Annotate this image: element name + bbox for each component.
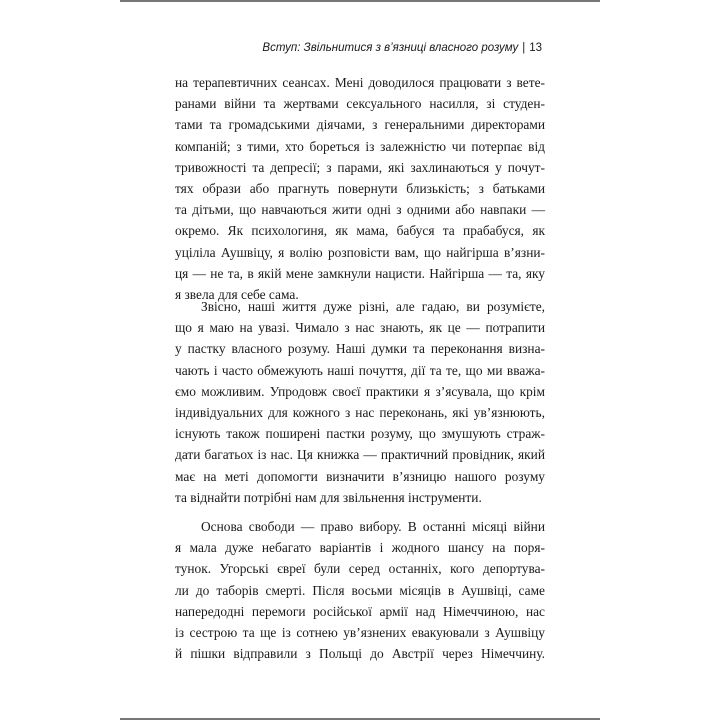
paragraph-2 <box>175 296 545 508</box>
running-head-title: Вступ: Звільнитися з в’язниці власного розуму <box>262 42 519 54</box>
text-line: тунок. Угорські євреї були серед останніх, кого депортува- <box>175 561 545 577</box>
page-number: 13 <box>529 42 542 54</box>
text-line: тях образи або прагнуть повернути близькість; з батьками <box>175 181 545 197</box>
paragraph-3 <box>175 516 545 664</box>
text-line: я мала дуже небагато варіантів і жодного шансу на поря- <box>175 540 545 556</box>
text-line: напередодні перемоги російської армії над Німеччиною, нас <box>175 603 545 619</box>
text-line: я звела для себе сама. <box>175 287 299 303</box>
text-line: Звісно, наші життя дуже різні, але гадаю, ви розумієте, <box>201 299 545 314</box>
text-line: ця — не та, в якій мене замкнули нацисти. Найгірша — та, яку <box>175 265 545 281</box>
running-head-separator: | <box>522 42 526 54</box>
text-line: компаній; з тими, хто бореться із залежністю чи потерпає від <box>175 138 545 154</box>
text-line: Основа свободи — право вибору. В останні місяці війни <box>201 519 545 534</box>
top-edge-line <box>120 0 600 2</box>
text-line: дати багатьох із нас. Ця книжка — практичний провідник, який <box>175 447 545 463</box>
text-line: та дітьми, що навчаються жити одні з одними або навпаки — <box>175 202 545 218</box>
text-line: ємо можливим. Упродовж своєї практики я з’ясувала, що крім <box>175 383 545 399</box>
text-line: що я маю на увазі. Чимало з нас знають, як це — потрапити <box>175 320 545 336</box>
text-line: у пастку власного розуму. Наші думки та переконання визна- <box>175 341 545 357</box>
text-line: має на меті допомогти визначити в’язницю нашого розуму <box>175 468 545 484</box>
text-line: тривожності та депресії; з парами, які захлинаються у почут- <box>175 159 545 175</box>
paragraph-1 <box>175 72 545 305</box>
text-line: ли до таборів смерті. Після восьми місяців в Аушвіці, саме <box>175 582 545 598</box>
text-line: ранами війни та жертвами сексуального насилля, зі студен- <box>175 96 545 112</box>
text-line: окремо. Як психологиня, як мама, бабуся та прабабуся, як <box>175 223 545 239</box>
text-line: та віднайти потрібні нам для звільнення інструменти. <box>175 489 482 505</box>
text-line: із сестрою та ще із сотнею ув’язнених евакуювали з Аушвіцу <box>175 625 545 641</box>
text-line: й пішки відправили з Польщі до Австрії через Німеччину. <box>175 646 545 662</box>
text-line: існують також поширені пастки розуму, що змушують страж- <box>175 426 545 442</box>
text-line: індивідуальних для кожного з нас переконань, які ув’язнюють, <box>175 405 545 421</box>
text-line: на терапевтичних сеансах. Мені доводилося працювати з вете- <box>175 75 545 90</box>
text-line: чають і часто обмежують наші почуття, дії та те, що ми вважа- <box>175 362 545 378</box>
text-line: тами та громадськими діячами, з генеральними директорами <box>175 117 545 133</box>
text-line: уціліла Аушвіцу, я волію розповісти вам, що найгірша в’язни- <box>175 244 545 260</box>
running-head <box>262 42 542 54</box>
